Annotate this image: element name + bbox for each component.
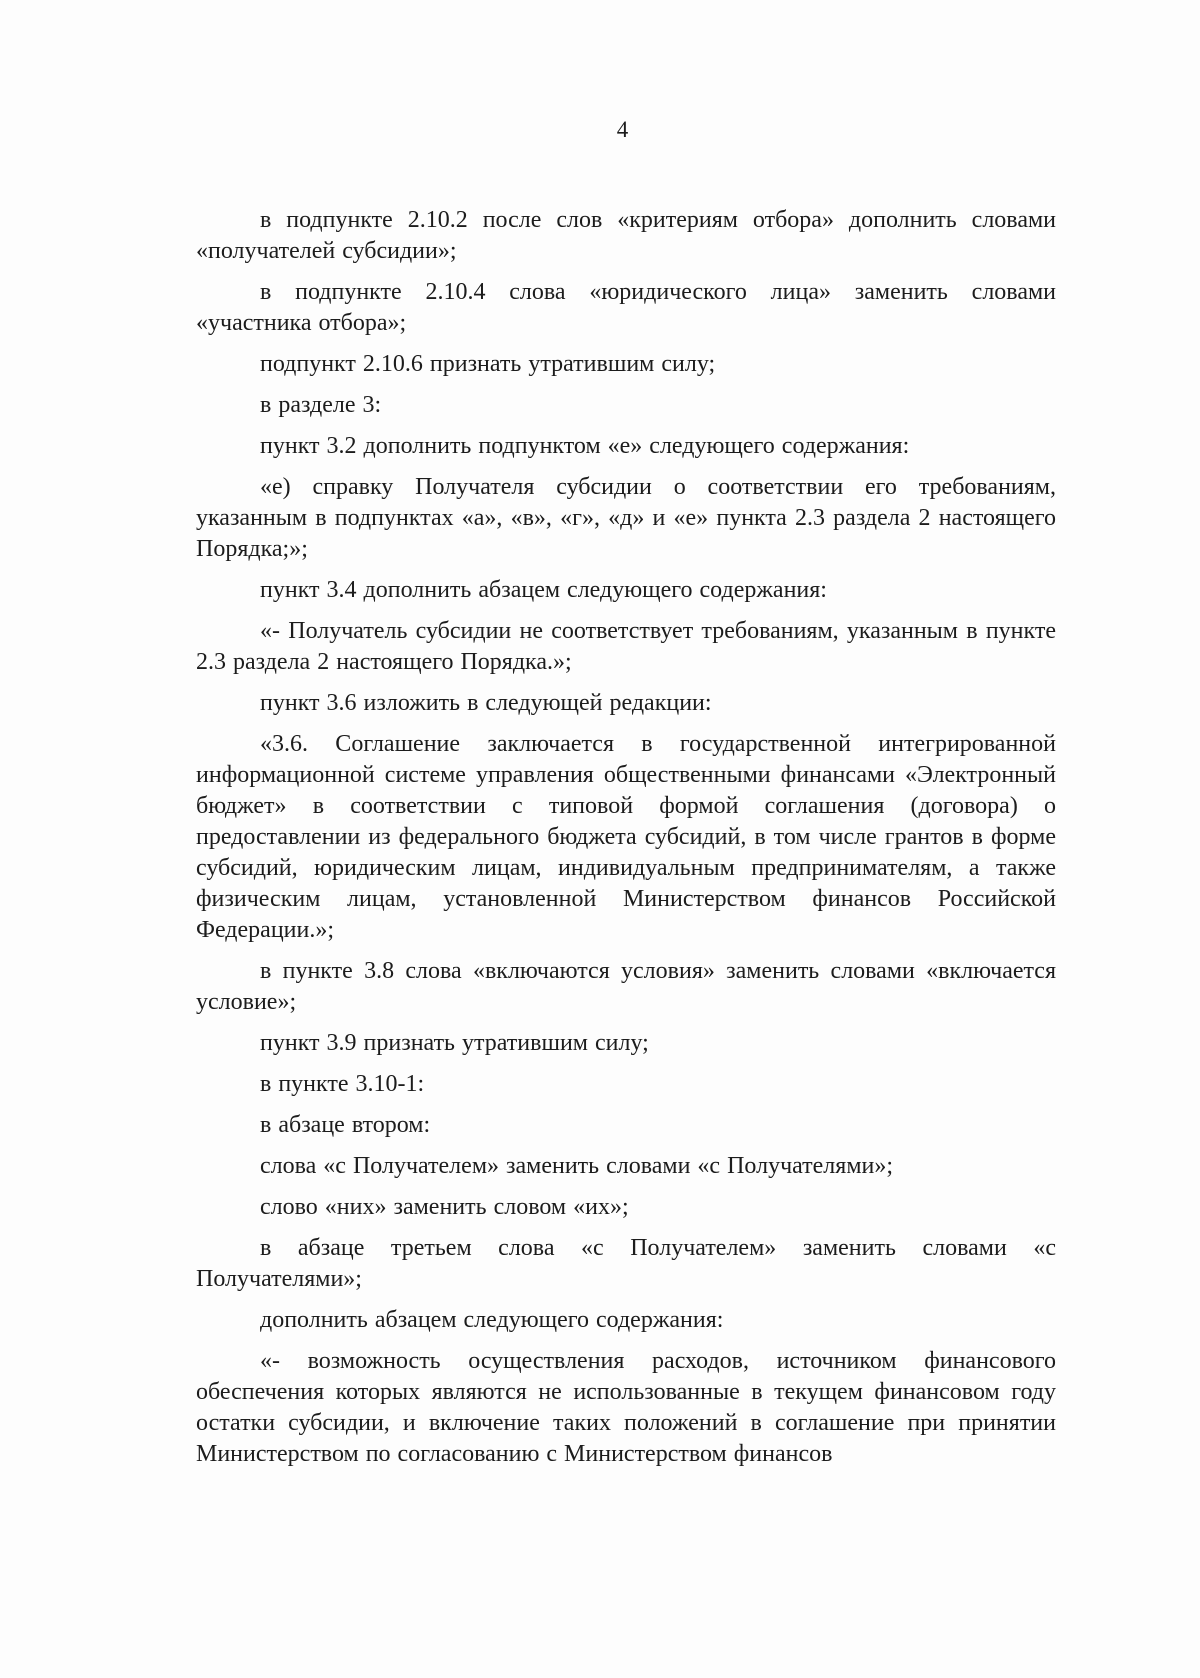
paragraph: пункт 3.2 дополнить подпунктом «е» следующего содержания: [260, 433, 910, 459]
paragraph: пункт 3.4 дополнить абзацем следующего содержания: [260, 577, 827, 603]
paragraph: «3.6. Соглашение заключается в государственной интегрированной информационной системе управления общественными финансами «Электронный бюджет» в соответствии с типовой формой соглашения (договора) о предоставлении из федерального бюджета субсидий, в том числе грантов в форме субсидий, юридическим лицам, индивидуальным предпринимателям, а также физическим лицам, установленной Министерством финансов Российской Федерации.»; [196, 731, 1063, 943]
paragraph: пункт 3.6 изложить в следующей редакции: [260, 690, 712, 716]
paragraph: в подпункте 2.10.2 после слов «критериям отбора» дополнить словами «получателей субсидии»; [196, 207, 1063, 264]
paragraph: пункт 3.9 признать утратившим силу; [260, 1030, 649, 1056]
paragraph: в пункте 3.8 слова «включаются условия» заменить словами «включается условие»; [196, 958, 1063, 1015]
page-number: 4 [616, 117, 629, 142]
paragraph: «е) справку Получателя субсидии о соответствии его требованиям, указанным в подпунктах «а», «в», «г», «д» и «е» пункта 2.3 раздела 2 настоящего Порядка;»; [196, 474, 1063, 562]
paragraph: в подпункте 2.10.4 слова «юридического лица» заменить словами «участника отбора»; [196, 279, 1063, 336]
paragraph: «- возможность осуществления расходов, источником финансового обеспечения которых являются не использованные в текущем финансовом году остатки субсидии, и включение таких положений в соглашение при принятии Министерством по согласованию с Министерством финансов [196, 1348, 1063, 1467]
paragraph: дополнить абзацем следующего содержания: [260, 1307, 724, 1333]
document-body [196, 205, 1063, 1470]
paragraph: в пункте 3.10-1: [260, 1071, 425, 1097]
paragraph: в абзаце третьем слова «с Получателем» заменить словами «с Получателями»; [196, 1235, 1063, 1292]
paragraph: «- Получатель субсидии не соответствует требованиям, указанным в пункте 2.3 раздела 2 настоящего Порядка.»; [196, 618, 1063, 675]
paragraph: подпункт 2.10.6 признать утратившим силу; [260, 351, 716, 377]
paragraph: слово «них» заменить словом «их»; [260, 1194, 629, 1220]
paragraph: в абзаце втором: [260, 1112, 431, 1138]
paragraph: слова «с Получателем» заменить словами «с Получателями»; [260, 1153, 894, 1179]
paragraph: в разделе 3: [260, 392, 382, 418]
